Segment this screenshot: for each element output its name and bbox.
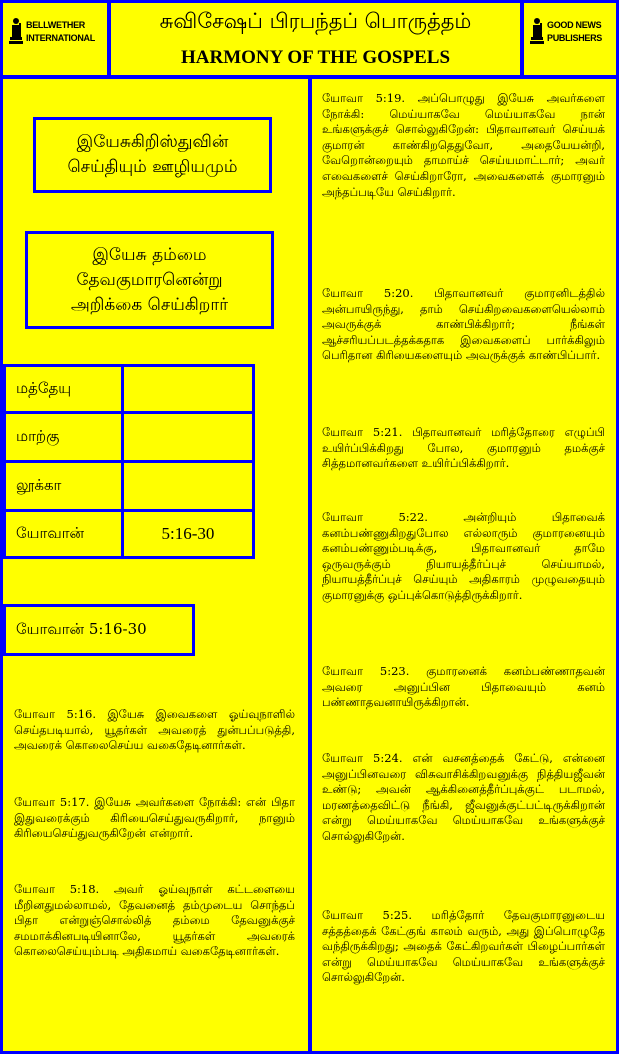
verse-5-17: யோவா 5:17. இயேசு அவர்களை நோக்கி: என் பிதா இதுவரைக்கும் கிரியைசெய்துவருகிறார், நானும் கிரியைசெய்துவருகிறேன் என்றார். [14,795,295,841]
right-logo-line2: PUBLISHERS [547,33,603,43]
table-ref-john: 5:16-30 [121,509,255,559]
verse-5-22: யோவா 5:22. அன்றியும் பிதாவைக் கனம்பண்ணுகிறதுபோல எல்லாரும் குமாரனையும் கனம்பண்ணும்படிக்கு, பிதாவானவர் தாமே ஒருவருக்கும் நியாயத்தீர்ப்புச் செய்யாமல், நியாயத்தீர்ப்புச் செய்யும் அதிகாரம் முழுவதையும் குமாரனுக்கு ஒப்புக்கொடுத்திருக்கிறார். [322,510,605,602]
title-english: HARMONY OF THE GOSPELS [180,47,451,68]
table-book-mark: மாற்கு [3,411,124,463]
table-book-luke: லூக்கா [3,460,124,512]
left-logo-line2: INTERNATIONAL [26,33,95,43]
subsection-title-text: இயேசு தம்மை தேவகுமாரனென்று அறிக்கை செய்கிறார் [70,244,229,315]
subsection-title-box [25,231,274,329]
verse-5-16: யோவா 5:16. இயேசு இவைகளை ஓய்வுநாளில் செய்தபடியால், யூதர்கள் அவரைத் துன்பப்படுத்தி, அவரைக் கொலைசெய்ய வகைதேடினார்கள். [14,707,295,753]
title-tamil: சுவிசேஷப் பிரபந்தப் பொருத்தம் [159,9,472,33]
passage-label-box: யோவான் 5:16-30 [3,604,195,656]
section-title-text: இயேசுகிறிஸ்துவின் செய்தியும் ஊழியமும் [67,132,238,177]
table-book-john: யோவான் [3,509,124,559]
table-book-matthew: மத்தேயு [3,364,124,414]
good-news-logo [530,17,602,47]
verse-5-19: யோவா 5:19. அப்பொழுது இயேசு அவர்களை நோக்கி: மெய்யாகவே மெய்யாகவே நான் உங்களுக்குச் சொல்லுகிறேன்: பிதாவானவர் செய்யக் குமாரன் காண்கிறதெதுவோ, அதையேயன்றி, வேறொன்றையும் தாமாய்ச் செய்யமாட்டார்; அவர் எவைகளைச் செய்கிறாரோ, அவைகளைக் குமாரனும் அந்தப்படியே செய்கிறார். [322,91,605,199]
section-title-box [33,117,272,193]
verse-5-21: யோவா 5:21. பிதாவானவர் மரித்தோரை எழுப்பி உயிர்ப்பிக்கிறது போல, குமாரனும் தமக்குச் சித்தமானவர்களை உயிர்ப்பிக்கிறார். [322,425,605,471]
table-ref-matthew [121,364,255,414]
verse-5-25: யோவா 5:25. மரித்தோர் தேவகுமாரனுடைய சத்தத்தைக் கேட்குங் காலம் வரும், அது இப்பொழுதே வந்திருக்கிறது; அதைக் கேட்கிறவர்கள் பிழைப்பார்கள் என்று மெய்யாகவே மெய்யாகவே உங்களுக்குச் சொல்லுகிறேன். [322,908,605,985]
verse-5-24: யோவா 5:24. என் வசனத்தைக் கேட்டு, என்னை அனுப்பினவரை விசுவாசிக்கிறவனுக்கு நித்தியஜீவன் உண்டு; அவன் ஆக்கினைத்தீர்ப்புக்குட் படாமல், மரணத்தைவிட்டு நீங்கி, ஜீவனுக்குட்பட்டிருக்கிறான் என்று மெய்யாகவே மெய்யாகவே உங்களுக்குச் சொல்லுகிறேன். [322,751,605,843]
header-left-logo-panel [3,3,107,75]
verse-5-23: யோவா 5:23. குமாரனைக் கனம்பண்ணாதவன் அவரை அனுப்பின பிதாவையும் கனம் பண்ணாதவனாயிருக்கிறான். [322,664,605,710]
table-ref-luke [121,460,255,512]
left-logo-line1: BELLWETHER [26,20,85,30]
right-logo-line1: GOOD NEWS [547,20,602,30]
table-ref-mark [121,411,255,463]
header-right-logo-panel [524,3,616,75]
bellwether-logo [9,17,95,47]
verse-5-20: யோவா 5:20. பிதாவானவர் குமாரனிடத்தில் அன்பாயிருந்து, தாம் செய்கிறவைகளையெல்லாம் அவருக்குக் காண்பிக்கிறார்; நீங்கள் ஆச்சரியப்படத்தக்கதாக இவைகளைப் பார்க்கிலும் பெரிதான கிரியைகளையும் அவருக்குக் காண்பிப்பார். [322,286,605,363]
good-news-figure-icon [530,17,544,47]
header-title-panel [111,3,520,75]
bellwether-figure-icon [9,17,23,47]
verse-5-18: யோவா 5:18. அவர் ஓய்வுநாள் கட்டளையை மீறினதுமல்லாமல், தேவனைத் தம்முடைய சொந்தப் பிதா என்றுஞ்சொல்லித் தம்மை தேவனுக்குச் சமமாக்கினபடியினாலே, யூதர்கள் அவரைக் கொலைசெய்யும்படி அதிகமாய் வகைதேடினார்கள். [14,882,295,959]
